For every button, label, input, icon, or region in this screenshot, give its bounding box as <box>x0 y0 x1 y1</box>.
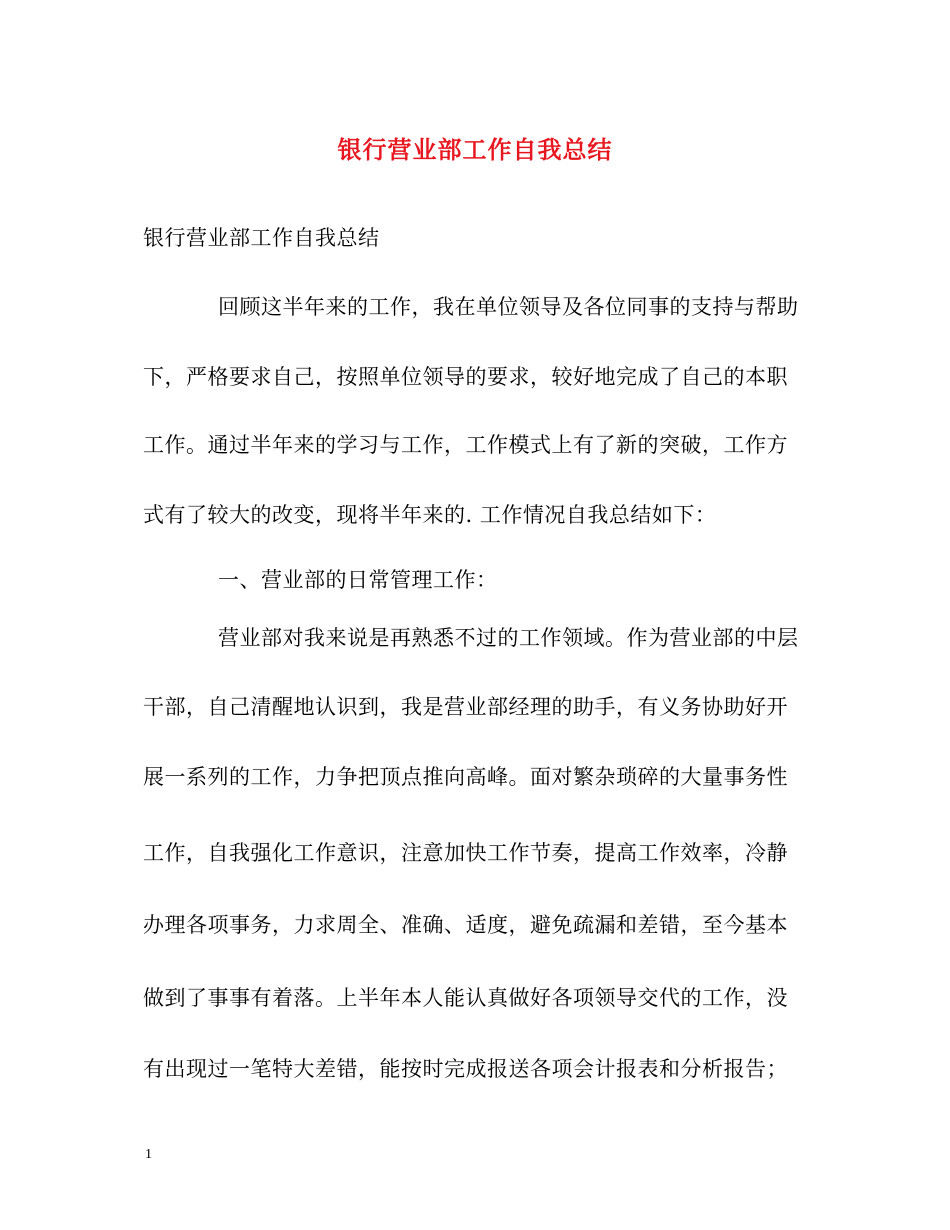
paragraph-line: 有出现过一笔特大差错，能按时完成报送各项会计报表和分析报告； <box>143 1057 788 1081</box>
subtitle-line: 银行营业部工作自我总结 <box>143 226 380 250</box>
paragraph-line: 办理各项事务，力求周全、准确、适度，避免疏漏和差错，至今基本 <box>143 913 788 937</box>
paragraph-line: 工作，自我强化工作意识，注意加快工作节奏，提高工作效率，冷静 <box>143 841 788 865</box>
section-heading: 一、营业部的日常管理工作： <box>218 568 498 592</box>
document-title: 银行营业部工作自我总结 <box>337 135 613 164</box>
paragraph-line: 做到了事事有着落。上半年本人能认真做好各项领导交代的工作，没 <box>143 986 788 1010</box>
paragraph-line: 式有了较大的改变，现将半年来的. 工作情况自我总结如下： <box>143 503 717 527</box>
paragraph-line: 下，严格要求自己，按照单位领导的要求，较好地完成了自己的本职 <box>143 365 788 389</box>
paragraph-line: 干部，自己清醒地认识到，我是营业部经理的助手，有义务协助好开 <box>143 695 788 719</box>
paragraph-line: 回顾这半年来的工作，我在单位领导及各位同事的支持与帮助 <box>218 295 799 319</box>
paragraph-line: 营业部对我来说是再熟悉不过的工作领域。作为营业部的中层 <box>218 626 799 650</box>
page-number: 1 <box>145 1147 152 1162</box>
paragraph-line: 展一系列的工作，力争把顶点推向高峰。面对繁杂琐碎的大量事务性 <box>143 765 788 789</box>
paragraph-line: 工作。通过半年来的学习与工作，工作模式上有了新的突破，工作方 <box>143 433 788 457</box>
